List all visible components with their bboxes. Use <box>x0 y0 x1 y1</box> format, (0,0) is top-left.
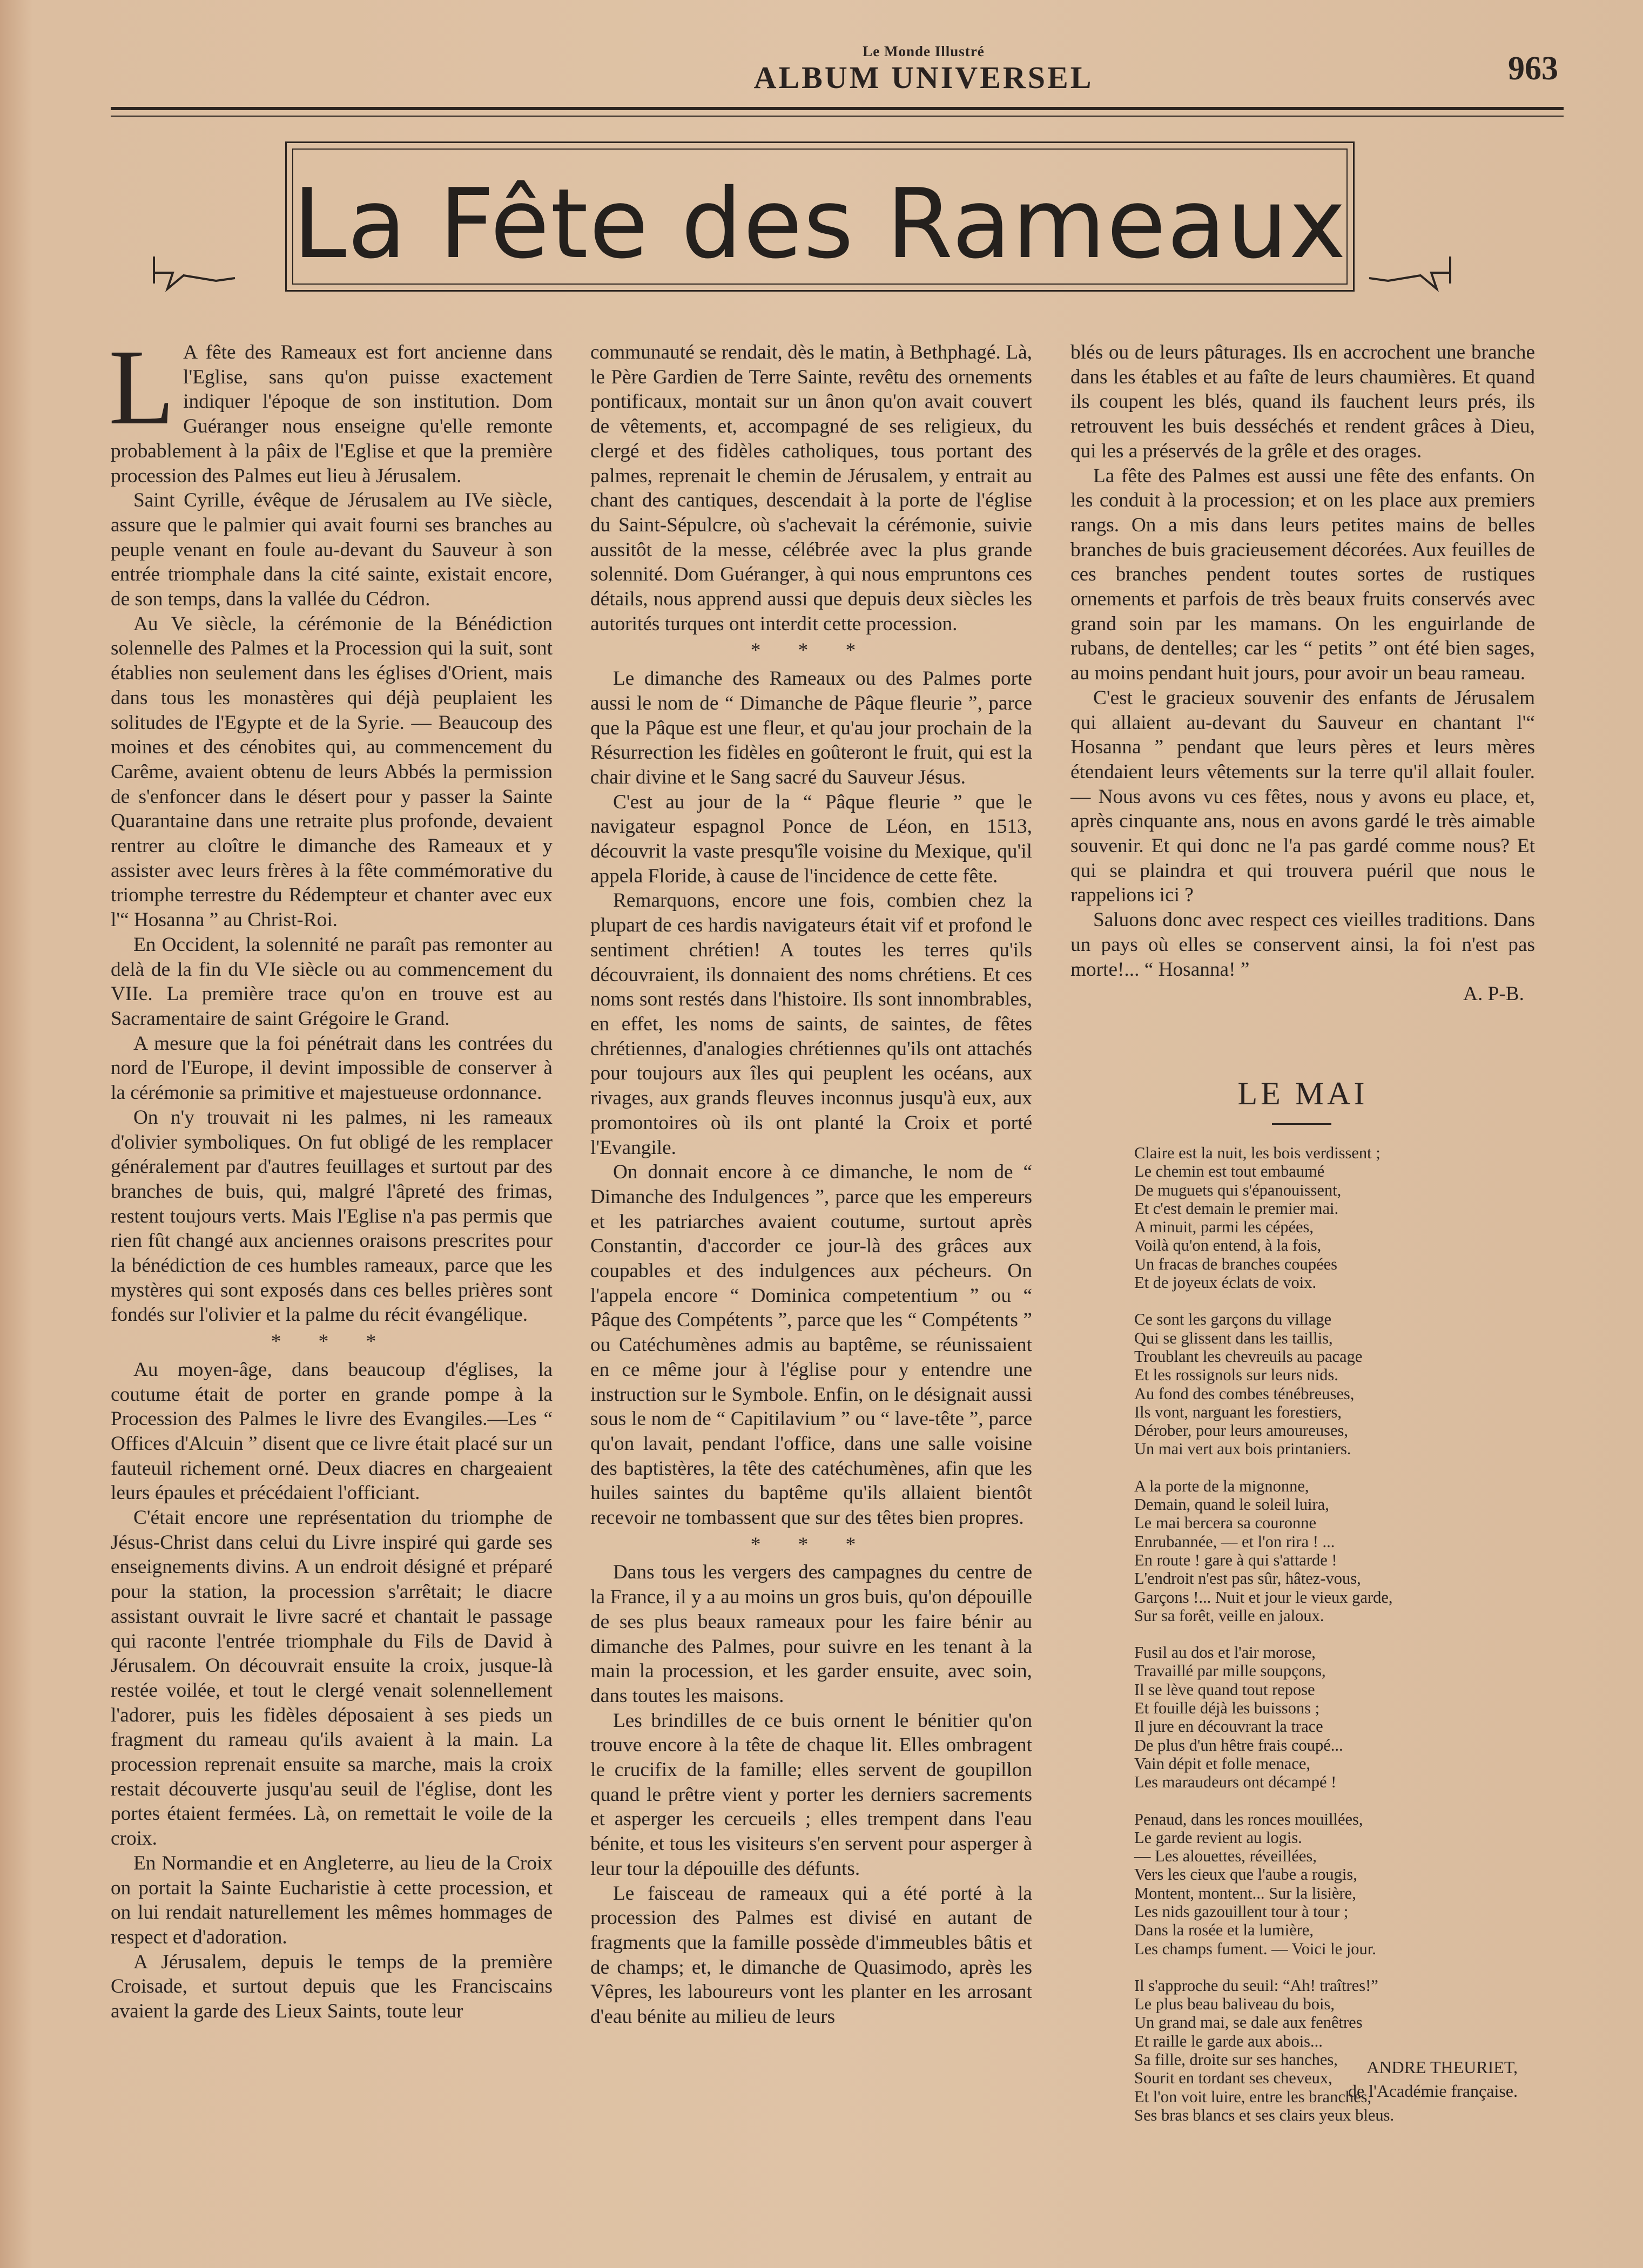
poem-line: Travaillé par mille soupçons, <box>1134 1662 1326 1680</box>
poem-body <box>1134 1144 1534 2143</box>
section-separator: * * * <box>271 1331 393 1353</box>
paragraph: Saluons donc avec respect ces vieilles traditions. Dans un pays où elles se conservent ainsi, la foi n'est pas morte!... “ Hosanna! ” <box>1070 909 1535 981</box>
paragraph: En Occident, la solennité ne paraît pas remonter au delà de la fin du VIe siècle ou au commencement du VIIe. La première trace qu'on en trouve est au Sacramentaire de saint Grégoire le Grand. <box>111 933 553 1030</box>
poem-line: A la porte de la mignonne, <box>1134 1476 1309 1495</box>
paragraph: Saint Cyrille, évêque de Jérusalem au IVe siècle, assure que le palmier qui avait fourni ses branches au peuple venant en foule au-devant du Sauveur à son entrée triomphale dans la cité sainte, existait encore, de son temps, dans la vallée du Cédron. <box>111 489 553 611</box>
poem-line: Et les rossignols sur leurs nids. <box>1134 1366 1338 1385</box>
masthead <box>643 43 1204 96</box>
poem-line: Enrubannée, — et l'on rira ! ... <box>1134 1532 1335 1551</box>
poem-line: Vers les cieux que l'aube a rougis, <box>1134 1865 1357 1884</box>
paragraph: L A fête des Rameaux est fort ancienne dans l'Eglise, sans qu'on puisse exactement indiquer l'époque de son institution. Dom Guéranger nous enseigne qu'elle remonte probablement à la pâix de l'Eglise et que la première procession des Palmes eut lieu à Jérusalem. <box>109 328 553 487</box>
poem-line: Un grand mai, se dale aux fenêtres <box>1134 2013 1363 2032</box>
poem-line: Ce sont les garçons du village <box>1134 1310 1332 1329</box>
poem-line: Sur sa forêt, veille en jaloux. <box>1134 1606 1324 1625</box>
poem-line: Et fouille déjà les buissons ; <box>1134 1699 1320 1718</box>
poem-line: A minuit, parmi les cépées, <box>1134 1218 1314 1237</box>
paragraph: Le faisceau de rameaux qui a été porté à la procession des Palmes est divisé en autant de fragments que la famille possède d'immeubles bâtis et de champs; et, le dimanche de Quasimodo, après les Vêpres, les laboureurs vont les planter en les arrosant d'eau bénite au milieu de leurs <box>590 1882 1032 2028</box>
paragraph: Au moyen-âge, dans beaucoup d'églises, la coutume était de porter en grande pompe à la Procession des Palmes le livre des Evangiles.—Les “ Offices d'Alcuin ” disent que ce livre était placé sur un fauteuil richement orné. Deux diacres en chargeaient leurs épaules et précédaient l'officiant. <box>111 1358 553 1504</box>
masthead-small-title: Le Monde Illustré <box>863 43 985 59</box>
poem-line: Qui se glissent dans les taillis, <box>1134 1328 1333 1347</box>
paragraph: A Jérusalem, depuis le temps de la première Croisade, et surtout depuis que les Franciscains avaient la garde des Lieux Saints, toute leur <box>111 1950 553 2023</box>
article-column-3 <box>1070 340 1535 1007</box>
section-separator: * * * <box>750 1533 872 1556</box>
poem-line: — Les alouettes, réveillées, <box>1134 1847 1317 1866</box>
poem-line: Ils vont, narguant les forestiers, <box>1134 1402 1342 1421</box>
paragraph: En Normandie et en Angleterre, au lieu de la Croix on portait la Sainte Eucharistie à cette procession, et on lui rendait naturellement les mêmes hommages de respect et d'adoration. <box>111 1852 553 1948</box>
paragraph: On donnait encore à ce dimanche, le nom de “ Dimanche des Indulgences ”, parce que les empereurs et les patriarches avaient coutume, surtout après Constantin, d'accorder ce jour-là des grâces aux coupables et des indulgences aux pécheurs. On l'appela encore “ Dominica competentium ” ou “ Pâque des Compétents ”, parce que les “ Compétents ” ou Catéchumènes admis au baptême, se réunissaient en ce même jour à l'église pour y entendre une instruction sur le Symbole. Enfin, on le désignait aussi sous le nom de “ Capitilavium ” ou “ lave-tête ”, parce qu'on lavait, pendant l'office, dans une salle voisine des baptistères, la tête des catéchumènes, afin que les huiles saintes du baptême qu'ils allaient bientôt recevoir ne tombassent que sur des têtes bien propres. <box>590 1161 1032 1529</box>
poem-line: Ses bras blancs et ses clairs yeux bleus. <box>1134 2105 1395 2124</box>
masthead-title: ALBUM UNIVERSEL <box>753 60 1094 95</box>
poem-line: Sourit en tordant ses cheveux, <box>1134 2069 1332 2088</box>
article-title: La Fête des Rameaux <box>293 168 1347 280</box>
poem-title: LE MAI <box>1237 1076 1368 1111</box>
right-ornament-icon <box>1366 251 1453 300</box>
poem-line: Le chemin est tout embaumé <box>1134 1162 1325 1181</box>
poem-line: Le mai bercera sa couronne <box>1134 1514 1317 1533</box>
poem-line: Demain, quand le soleil luira, <box>1134 1495 1329 1514</box>
article-title-box <box>285 141 1355 292</box>
poem-line: Claire est la nuit, les bois verdissent ; <box>1134 1144 1381 1162</box>
paragraph: Au Ve siècle, la cérémonie de la Bénédiction solennelle des Palmes et la Procession qui la suit, sont établies non seulement dans les églises d'Orient, mais dans tous les monastères qui déjà peuplaient les solitudes de l'Egypte et de la Syrie. — Beaucoup des moines et des cénobites qui, au commencement du Carême, avaient obtenu de leurs Abbés la permission de s'enfoncer dans le désert pour y passer la Sainte Quarantaine dans une retraite plus profonde, devaient rentrer au cloître le dimanche des Rameaux et y assister avec leurs frères à la fête commémorative du triomphe terrestre du Rédempteur et chanter avec eux l'“ Hosanna ” au Christ-Roi. <box>111 612 553 932</box>
poem-line: Et raille le garde aux abois... <box>1134 2031 1323 2050</box>
poem-line: Voilà qu'on entend, à la fois, <box>1134 1236 1322 1255</box>
poem-line: Garçons !... Nuit et jour le vieux garde, <box>1134 1588 1393 1606</box>
header-rule <box>111 107 1564 110</box>
poem-line: Il se lève quand tout repose <box>1134 1680 1315 1699</box>
poem-line: Un mai vert aux bois printaniers. <box>1134 1440 1351 1459</box>
paragraph: Remarquons, encore une fois, combien chez la plupart de ces hardis navigateurs était vif et profond le sentiment chrétien! A toutes les terres qu'ils découvraient, ils donnaient des noms chrétiens. Et ces noms sont restés dans l'histoire. Ils sont innombrables, en effet, les noms de saints, de saintes, de fêtes chrétiennes, d'analogies chrétiennes qu'ils ont attachés pour toujours aux îles qui peuplent les océans, aux rivages, aux grands fleuves inconnus jusqu'à eux, aux promontoires où ils ont planté la Croix et porté l'Evangile. <box>590 889 1032 1159</box>
poem-line: Sa fille, droite sur ses hanches, <box>1134 2050 1338 2069</box>
poem-line: L'endroit n'est pas sûr, hâtez-vous, <box>1134 1569 1361 1588</box>
paragraph: communauté se rendait, dès le matin, à Bethphagé. Là, le Père Gardien de Terre Sainte, revêtu des ornements pontificaux, montait sur un ânon qu'on avait couvert de vêtements, et, accompagné de ses religieux, du clergé et des fidèles catholiques, tous portant des palmes, reprenait le chemin de Jérusalem, y entrait au chant des cantiques, descendait à la porte de l'église du Saint-Sépulcre, où s'achevait la cérémonie, suivie aussitôt de la messe, célébrée avec la plus grande solennité. Dom Guéranger, à qui nous empruntons ces détails, nous apprend aussi que depuis deux siècles les autorités turques ont interdit cette procession. <box>590 341 1032 635</box>
paragraph: C'est le gracieux souvenir des enfants de Jérusalem qui allaient au-devant du Sauveur en chantant l'“ Hosanna ” pendant que leurs pères et leurs mères étendaient leurs vêtements sur la terre qu'il allait fouler. — Nous avons vu ces fêtes, nous y avons eu place, et, après cinquante ans, nous en avons gardé le très aimable souvenir. Et qui donc ne l'a pas gardé comme nous? Et qui se plaindra et qui trouvera puéril que nous le rappelions ici ? <box>1070 686 1535 907</box>
poem-author: ANDRE THEURIET, <box>1366 2057 1518 2077</box>
poem-stanza <box>1134 1477 1534 1625</box>
poem-line: Montent, montent... Sur la lisière, <box>1134 1884 1356 1902</box>
poem-line: Vain dépit et folle menace, <box>1134 1754 1311 1773</box>
paragraph: La fête des Palmes est aussi une fête des enfants. On les conduit à la procession; et on les place aux premiers rangs. On a mis dans leurs petites mains de belles branches de buis gracieusement décorées. Aux feuilles de ces branches pendent toutes sortes de rustiques ornements et parfois de très beaux fruits conservés avec grand soin par les mamans. On les enguirlande de rubans, de dentelles; car les “ petits ” ont été bien sages, au moins pendant huit jours, pour avoir un beau rameau. <box>1070 464 1535 685</box>
poem-stanza <box>1134 1144 1534 1292</box>
poem-line: Penaud, dans les ronces mouillées, <box>1134 1810 1363 1828</box>
poem-line: Le garde revient au logis. <box>1134 1828 1302 1847</box>
poem-line: Et c'est demain le premier mai. <box>1134 1199 1339 1218</box>
poem-line: Les maraudeurs ont décampé ! <box>1134 1773 1337 1792</box>
paragraph: Les brindilles de ce buis ornent le bénitier qu'on trouve encore à la tête de chaque lit. Elles ombragent le crucifix de la famille; elles servent de goupillon quand le prêtre vient y porter les derniers sacrements et asperger les cercueils ; elles trempent dans l'eau bénite, et tous les visiteurs s'en servent pour asperger à leur tour la dépouille des défunts. <box>590 1709 1032 1880</box>
poem-line: De plus d'un hêtre frais coupé... <box>1134 1736 1343 1754</box>
poem-line: De muguets qui s'épanouissent, <box>1134 1180 1342 1199</box>
poem-line: En route ! gare à qui s'attarde ! <box>1134 1550 1337 1569</box>
article-column-1 <box>109 328 553 2024</box>
poem-line: Le plus beau baliveau du bois, <box>1134 1995 1335 2014</box>
poem-line: Et de joyeux éclats de voix. <box>1134 1273 1317 1292</box>
article-column-2 <box>590 340 1032 2029</box>
poem-line: Dans la rosée et la lumière, <box>1134 1921 1314 1940</box>
paragraph: blés ou de leurs pâturages. Ils en accrochent une branche dans les étables et au faîte de leurs chaumières. Et quand ils coupent les blés, quand ils fauchent leurs prés, ils retrouvent les buis desséchés et rendent grâces à Dieu, qui les a préservés de la grêle et des orages. <box>1070 341 1535 462</box>
poem-line: Et l'on voit luire, entre les branches, <box>1134 2087 1372 2106</box>
poem-line: Les nids gazouillent tour à tour ; <box>1134 1902 1349 1921</box>
paragraph: C'était encore une représentation du triomphe de Jésus-Christ dans celui du Livre inspiré qui garde ses enseignements divins. A un endroit désigné et préparé pour la station, la procession s'arrêtait; le diacre assistant ouvrait le livre sacré et chantait le passage qui raconte l'entrée triomphale du Fils de David à Jérusalem. On découvrait ensuite la croix, jusque-là restée voilée, et tout le clergé venait solennellement l'adorer, puis les fidèles déposaient à ses pieds un fragment du rameau qu'ils avaient à la main. La procession reprenait ensuite sa marche, mais la croix restait découverte jusqu'au seuil de l'église, dont les portes étaient fermées. Là, on remettait le voile de la croix. <box>111 1507 553 1850</box>
article-signature: A. P-B. <box>1463 983 1524 1005</box>
drop-cap: L <box>109 328 175 447</box>
poem-line: Un fracas de branches coupées <box>1134 1254 1337 1273</box>
paragraph: C'est au jour de la “ Pâque fleurie ” que le navigateur espagnol Ponce de Léon, en 1513, découvrit la vaste presqu'île voisine du Mexique, qu'il appela Floride, à cause de l'incidence de cette fête. <box>590 791 1032 887</box>
poem-line: Au fond des combes ténébreuses, <box>1134 1384 1355 1403</box>
poem-line: Dérober, pour leurs amoureuses, <box>1134 1421 1348 1440</box>
paragraph: A mesure que la foi pénétrait dans les contrées du nord de l'Europe, il devint impossible de conserver à la cérémonie sa primitive et majestueuse ordonnance. <box>111 1032 553 1104</box>
page-header <box>111 38 1564 113</box>
poem-line: Il s'approche du seuil: “Ah! traîtres!” <box>1134 1976 1378 1995</box>
paragraph: Dans tous les vergers des campagnes du centre de la France, il y a au moins un gros buis, qu'on dépouille de ses plus beaux rameaux pour les faire bénir au dimanche des Palmes, pour suivre en les tenant à la main la procession, et les garder ensuite, avec soin, dans toutes les maisons. <box>590 1561 1032 1707</box>
section-separator: * * * <box>750 639 872 662</box>
poem-line: Troublant les chevreuils au pacage <box>1134 1347 1363 1366</box>
poem-stanza <box>1134 1643 1534 1791</box>
left-ornament-icon <box>151 251 238 300</box>
poem-line: Fusil au dos et l'air morose, <box>1134 1643 1316 1662</box>
poem-author-block <box>1285 2055 1518 2103</box>
poem-stanza <box>1134 1310 1534 1458</box>
poem-line: Il jure en découvrant la trace <box>1134 1717 1323 1736</box>
poem-author-affiliation: de l'Académie française. <box>1348 2081 1518 2101</box>
poem-title-rule <box>1272 1123 1331 1125</box>
poem-stanza <box>1134 1810 1534 1958</box>
header-rule-thin <box>111 116 1564 117</box>
paragraph: Le dimanche des Rameaux ou des Palmes porte aussi le nom de “ Dimanche de Pâque fleurie ”, parce que la Pâque est une fleur, et qu'au jour prochain de la Résurrection les fidèles en goûteront le fruit, qui est la chair divine et le Sang sacré du Sauveur Jésus. <box>590 667 1032 788</box>
poem-line: Les champs fument. — Voici le jour. <box>1134 1939 1376 1958</box>
page-number: 963 <box>1508 50 1558 87</box>
paragraph: On n'y trouvait ni les palmes, ni les rameaux d'olivier symboliques. On fut obligé de les remplacer généralement par d'autres feuillages et surtout par des branches de buis, qui, malgré l'âpreté des frimas, restent toujours verts. Mais l'Eglise n'a pas permis que rien fût changé aux anciennes oraisons prescrites pour la bénédiction de ces humbles rameaux, parce que les mystères qui sont exposés dans ces belles prières sont fondés sur l'olivier et la palme du récit évangélique. <box>111 1106 553 1326</box>
